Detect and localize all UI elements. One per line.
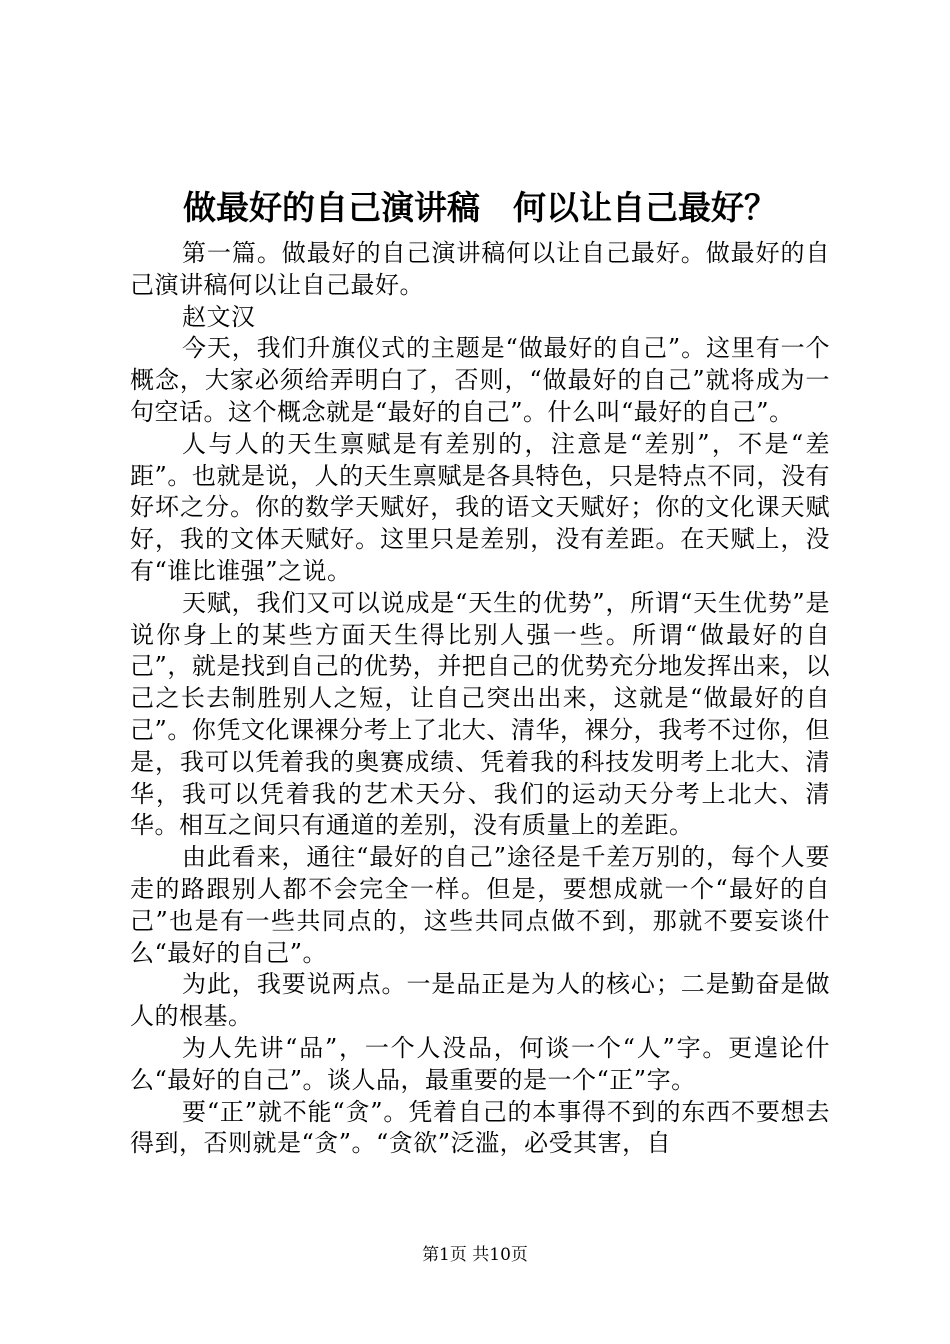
page-number-footer: 第1页 共10页 <box>422 1245 528 1265</box>
paragraph-no-greed: 要“正”就不能“贪”。凭着自己的本事得不到的东西不要想去得到，否则就是“贪”。“贪欲”泛滥，必受其害，自 <box>130 1097 830 1158</box>
paragraph-author: 赵文汉 <box>182 302 256 331</box>
paragraph-different-paths: 由此看来，通往“最好的自己”途径是千差万别的，每个人要走的路跟别人都不会完全一样。但是，要想成就一个“最好的自己”也是有一些共同点的，这些共同点做不到，那就不要妄谈什么“最好的自己”。 <box>130 843 830 967</box>
document-body <box>130 238 830 1160</box>
paragraph-talent-difference: 人与人的天生禀赋是有差别的，注意是“差别”，不是“差距”。也就是说，人的天生禀赋是各具特色，只是特点不同，没有好坏之分。你的数学天赋好，我的语文天赋好；你的文化课天赋好，我的文体天赋好。这里只是差别，没有差距。在天赋上，没有“谁比谁强”之说。 <box>130 429 830 585</box>
paragraph-natural-advantage: 天赋，我们又可以说成是“天生的优势”，所谓“天生优势”是说你身上的某些方面天生得比别人强一些。所谓“做最好的自己”，就是找到自己的优势，并把自己的优势充分地发挥出来，以己之长去制胜别人之短，让自己突出出来，这就是“做最好的自己”。你凭文化课裸分考上了北大、清华，裸分，我考不过你，但是，我可以凭着我的奥赛成绩、凭着我的科技发明考上北大、清华，我可以凭着我的艺术天分、我们的运动天分考上北大、清华。相互之间只有通道的差别，没有质量上的差距。 <box>130 588 830 840</box>
paragraph-intro: 第一篇。做最好的自己演讲稿何以让自己最好。做最好的自己演讲稿何以让自己最好。 <box>130 239 830 299</box>
document-title: 做最好的自己演讲稿 何以让自己最好？ <box>183 188 777 227</box>
paragraph-character: 为人先讲“品”，一个人没品，何谈一个“人”字。更遑论什么“最好的自己”。谈人品，最重要的是一个“正”字。 <box>130 1033 830 1094</box>
paragraph-theme: 今天，我们升旗仪式的主题是“做最好的自己”。这里有一个概念，大家必须给弄明白了，否则，“做最好的自己”就将成为一句空话。这个概念就是“最好的自己”。什么叫“最好的自己”。 <box>130 334 830 426</box>
paragraph-two-points: 为此，我要说两点。一是品正是为人的核心；二是勤奋是做人的根基。 <box>130 970 830 1031</box>
